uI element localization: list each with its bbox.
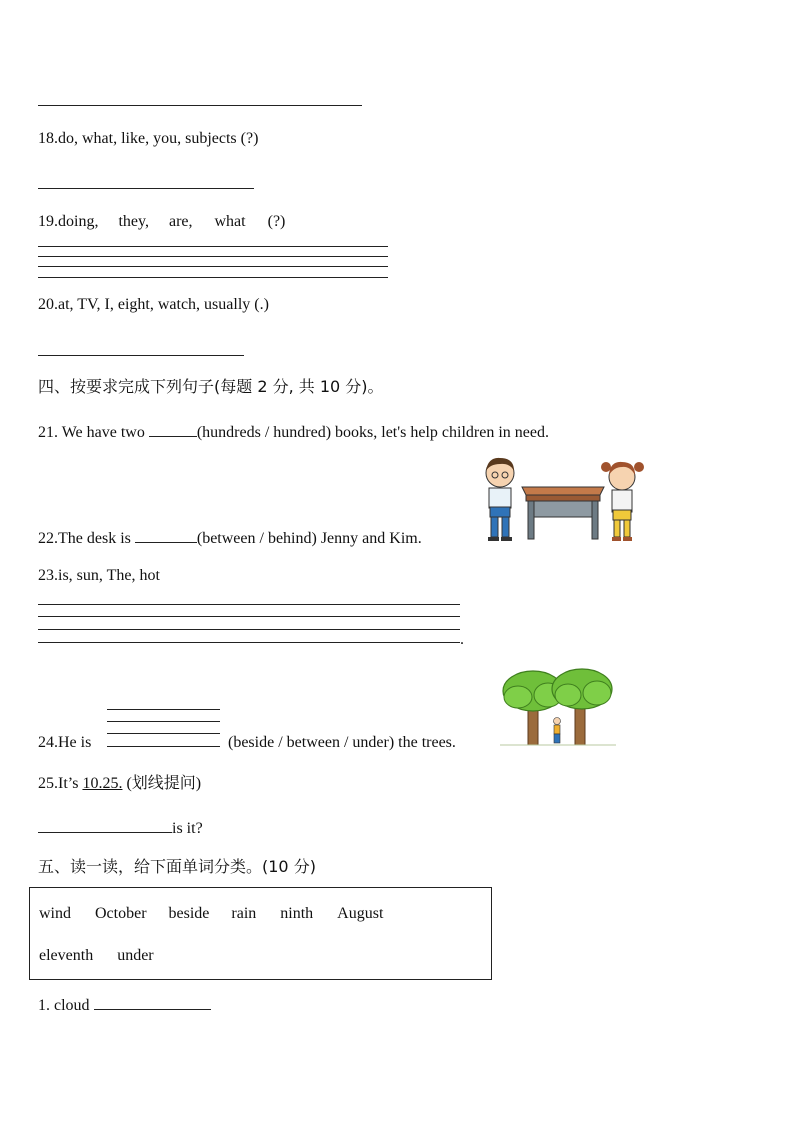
- q21-blank[interactable]: [149, 420, 197, 437]
- answer-line-24d[interactable]: [107, 746, 220, 747]
- boy-figure: [486, 458, 514, 541]
- q24-after: (beside / between / under) the trees.: [228, 734, 456, 751]
- answer-line-23b[interactable]: [38, 616, 460, 617]
- classify-item-label: 1. cloud: [38, 997, 94, 1014]
- word-bank-item: August: [337, 905, 384, 922]
- classify-cloud-blank[interactable]: [94, 993, 211, 1010]
- answer-line-17[interactable]: [38, 105, 362, 106]
- section-4-title: 四、按要求完成下列句子(每题 2 分, 共 10 分)。: [38, 377, 384, 396]
- word-bank-item: beside: [168, 905, 210, 922]
- right-tree: [552, 669, 612, 745]
- word-bank-item: October: [95, 905, 147, 922]
- trees-illustration: [500, 665, 616, 749]
- word-bank-item: rain: [231, 905, 257, 922]
- small-boy-figure: [554, 718, 561, 744]
- q23-period: .: [460, 631, 464, 648]
- q25-underlined: 10.25.: [82, 775, 123, 792]
- q25-blank[interactable]: [38, 816, 172, 833]
- question-18: 18.do, what, like, you, subjects (?): [38, 130, 259, 147]
- q25-answer: [38, 816, 203, 839]
- word-bank-item: under: [117, 947, 154, 964]
- answer-line-19d[interactable]: [38, 277, 388, 278]
- q19-word-3: are,: [168, 213, 193, 230]
- q19-word-5: (?): [267, 213, 286, 230]
- answer-line-23a[interactable]: [38, 604, 460, 605]
- answer-line-19a[interactable]: [38, 246, 388, 247]
- word-bank-item: wind: [39, 905, 71, 922]
- word-bank-row-2: [39, 947, 180, 965]
- answer-line-19c[interactable]: [38, 266, 388, 267]
- q19-word-1: doing,: [58, 213, 99, 230]
- question-20: 20.at, TV, I, eight, watch, usually (.): [38, 296, 269, 313]
- q24-before: 24.He is: [38, 734, 92, 751]
- question-22: [38, 526, 422, 549]
- word-bank-item: eleventh: [39, 947, 94, 964]
- q25-after: (划线提问): [122, 775, 202, 792]
- answer-line-23d[interactable]: [38, 642, 460, 643]
- classify-item-cloud: [38, 993, 211, 1016]
- q22-blank[interactable]: [135, 526, 197, 543]
- q19-word-2: they,: [118, 213, 149, 230]
- desk-figure: [522, 487, 604, 539]
- question-23: 23.is, sun, The, hot: [38, 567, 160, 584]
- boy-desk-girl-illustration: [482, 455, 652, 545]
- q22-after: (between / behind) Jenny and Kim.: [196, 530, 422, 547]
- question-19: [38, 212, 285, 232]
- answer-line-24a[interactable]: [107, 709, 220, 710]
- q22-before: 22.The desk is: [38, 530, 135, 547]
- answer-line-23c[interactable]: [38, 629, 460, 630]
- q19-word-4: what: [214, 213, 246, 230]
- word-bank-row-1: [39, 905, 383, 923]
- q25-answer-suffix: is it?: [172, 820, 203, 837]
- answer-line-19b[interactable]: [38, 256, 388, 257]
- q19-number: 19.: [38, 213, 58, 230]
- answer-line-24b[interactable]: [107, 721, 220, 722]
- word-bank-box: [29, 887, 492, 980]
- q21-after: (hundreds / hundred) books, let's help children in need.: [196, 424, 549, 441]
- answer-line-20[interactable]: [38, 355, 244, 356]
- question-21: [38, 420, 549, 443]
- answer-line-18[interactable]: [38, 188, 254, 189]
- answer-line-24c[interactable]: [107, 733, 220, 734]
- word-bank-item: ninth: [280, 905, 314, 922]
- question-25: [38, 774, 201, 794]
- section-5-title: 五、读一读，给下面单词分类。(10 分): [38, 857, 316, 876]
- girl-figure: [601, 462, 644, 541]
- q21-before: 21. We have two: [38, 424, 149, 441]
- q25-before: 25.It’s: [38, 775, 83, 792]
